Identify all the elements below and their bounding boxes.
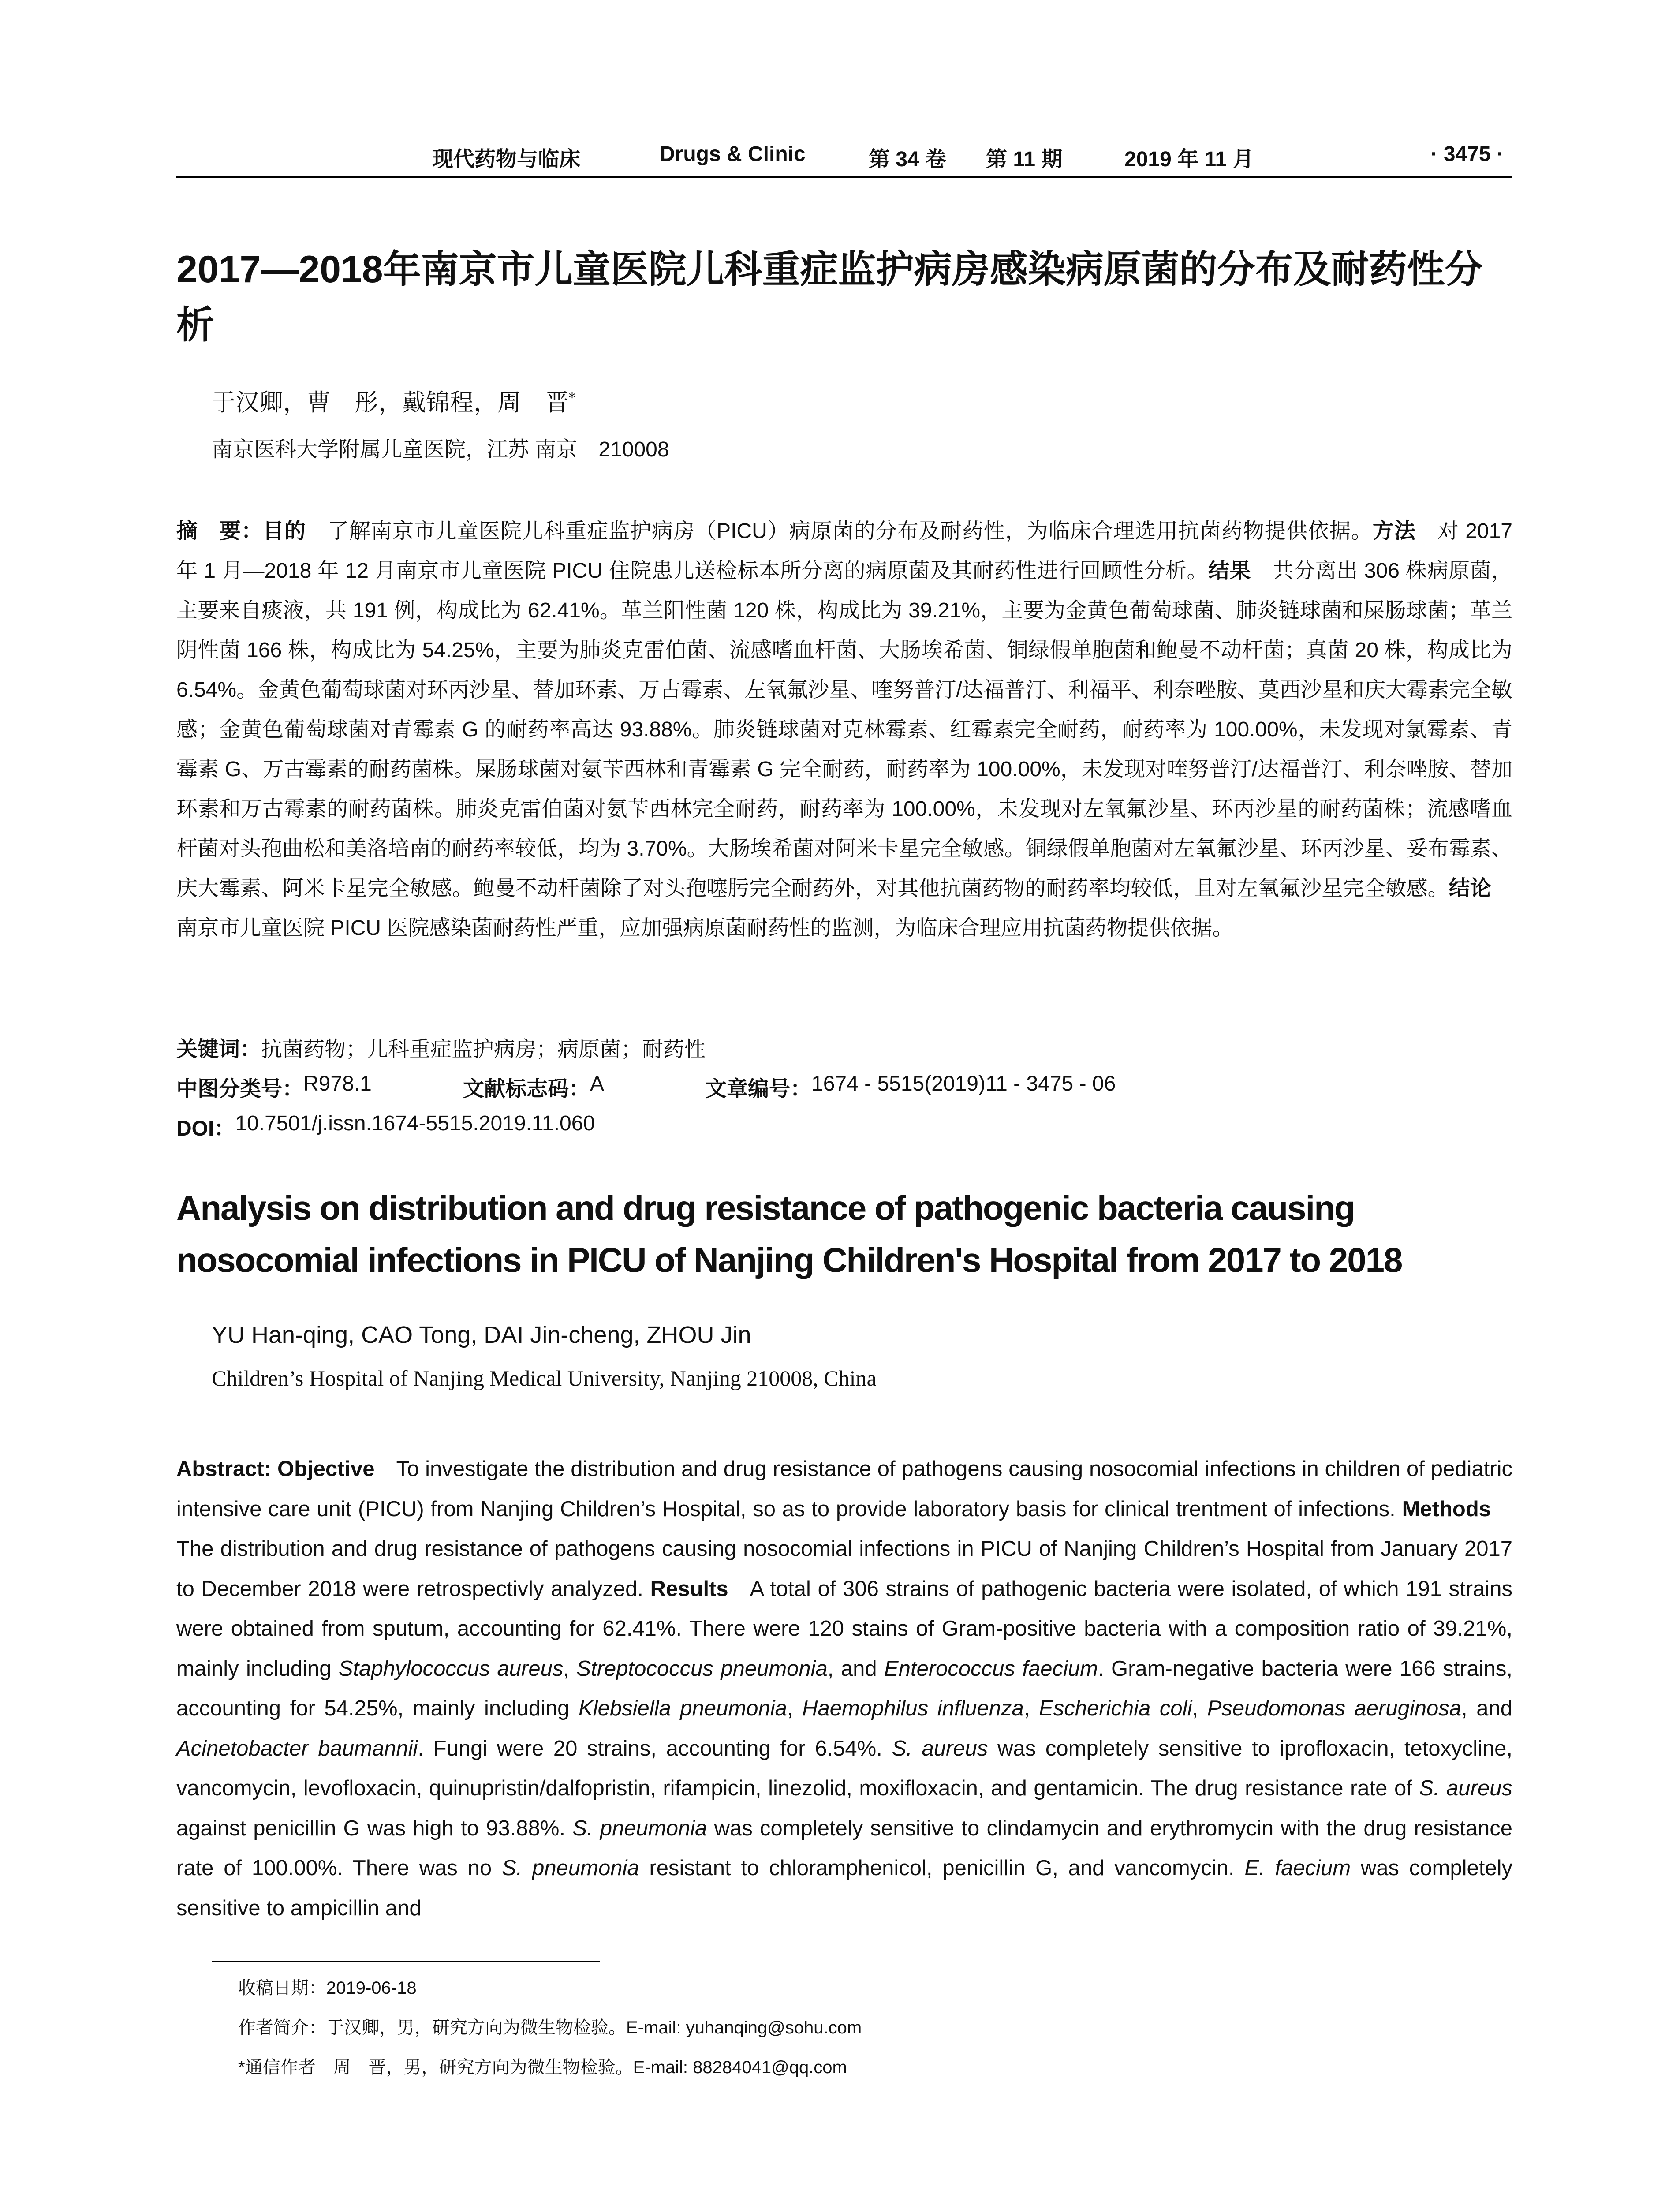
conclusion-label-zh: 结论: [1449, 877, 1491, 900]
title-zh: 2017—2018年南京市儿童医院儿科重症监护病房感染病原菌的分布及耐药性分析: [176, 248, 1483, 346]
results-en-6: was completely sensitive to clindamycin and erythromycin with the drug resistance rate of 100.00%. There was no: [176, 1816, 1512, 1880]
issue: 第 11 期: [986, 148, 1063, 171]
corresponding-mark: *: [569, 390, 575, 406]
doc-code: A: [590, 1072, 605, 1095]
affiliation-en: Children’s Hospital of Nanjing Medical University, Nanjing 210008, China: [212, 1366, 877, 1390]
results-label-zh: 结果: [1208, 559, 1251, 583]
methods-en: The distribution and drug resistance of pathogens causing nosocomial infections in PICU of Nanjing Children’s Hospital from January 2017 to December 2018 were retrospectivly analyzed.: [176, 1537, 1512, 1601]
species-entero: Enterococcus faecium: [884, 1656, 1098, 1681]
journal-name-zh: 现代药物与临床: [432, 147, 581, 172]
doi-link[interactable]: 10.7501/j.issn.1674-5515.2019.11.060: [235, 1112, 595, 1135]
methods-zh: 对 2017 年 1 月—2018 年 12 月南京市儿童医院 PICU 住院患儿送检标本所分离的病原菌及其耐药性进行回顾性分析。: [176, 519, 1512, 583]
volume: 第 34 卷: [869, 148, 947, 171]
objective-zh: 了解南京市儿童医院儿科重症监护病房（PICU）病原菌的分布及耐药性，为临床合理选用抗菌药物提供依据。: [327, 519, 1373, 543]
authors-zh: [212, 384, 575, 418]
doc-code-label: 文献标志码：: [463, 1077, 590, 1101]
species-s-pneumonia: S. pneumonia: [502, 1856, 639, 1880]
objective-en: To investigate the distribution and drug resistance of pathogens causing nosocomial infections in children of pediatric intensive care unit (PICU) from Nanjing Children’s Hospital, so as to provide laboratory basis for clinical trentment of infections.: [176, 1457, 1512, 1521]
separator: ,: [787, 1697, 793, 1720]
methods-label-en: Methods: [1402, 1497, 1491, 1521]
footnote-received: 收稿日期：2019-06-18: [238, 1978, 417, 1998]
species-strep: Streptococcus pneumonia: [576, 1656, 828, 1681]
header-rule: [176, 176, 1512, 178]
separator: ,: [1192, 1697, 1198, 1720]
running-header: [176, 142, 1512, 172]
article-no: 1674 - 5515(2019)11 - 3475 - 06: [811, 1072, 1116, 1095]
species-haemo: Haemophilus influenza: [802, 1697, 1024, 1720]
abstract-en: [176, 1449, 1512, 1928]
clc-label: 中图分类号：: [176, 1077, 304, 1101]
species-pseudo: Pseudomonas aeruginosa: [1207, 1697, 1462, 1720]
results-en-1: A total of 306 strains of pathogenic bacteria were isolated, of which 191 strains were obtained from sputum, accounting for 62.41%. There were 120 stains of Gram-positive bacteria with a composition ratio of 39.21%, mainly including: [176, 1577, 1512, 1681]
results-en-4: was completely sensitive to iprofloxacin, tetoxycline, vancomycin, levofloxacin, quinupristin/dalfopristin, rifampicin, linezolid, moxifloxacin, and gentamicin. The drug resistance rate of: [176, 1736, 1512, 1800]
doi-label: DOI：: [176, 1117, 235, 1140]
results-en-2: . Gram-negative bacteria were 166 strains, accounting for 54.25%, mainly including: [176, 1656, 1513, 1720]
title-en: Analysis on distribution and drug resistance of pathogenic bacteria causing nosocomial infections in PICU of Nanjing Children's Hospital from 2017 to 2018: [176, 1188, 1402, 1279]
species-e-faecium: E. faecium: [1244, 1856, 1351, 1880]
authors-zh-names: 于汉卿，曹 彤，戴锦程，周 晋: [212, 389, 569, 416]
species-s-aureus: S. aureus: [1419, 1776, 1512, 1800]
separator: , and: [827, 1656, 877, 1681]
affiliation-zh: 南京医科大学附属儿童医院，江苏 南京 210008: [212, 438, 669, 461]
results-zh: 共分离出 306 株病原菌，主要来自痰液，共 191 例，构成比为 62.41%。革兰阳性菌 120 株，构成比为 39.21%，主要为金黄色葡萄球菌、肺炎链球菌和屎肠球菌；革兰阴性菌 166 株，构成比为 54.25%，主要为肺炎克雷伯菌、流感嗜血杆菌、大肠埃希菌、铜绿假单胞菌和鲍曼不动杆菌；真菌 20 株，构成比为 6.54%。金黄色葡萄球菌对环丙沙星、替加环素、万古霉素、左氧氟沙星、喹努普汀/达福普汀、利福平、利奈唑胺、莫西沙星和庆大霉素完全敏感；金黄色葡萄球菌对青霉素 G 的耐药率高达 93.88%。肺炎链球菌对克林霉素、红霉素完全耐药，耐药率为 100.00%，未发现对氯霉素、青霉素 G、万古霉素的耐药菌株。屎肠球菌对氨苄西林和青霉素 G 完全耐药，耐药率为 100.00%，未发现对喹努普汀/达福普汀、利奈唑胺、替加环素和万古霉素的耐药菌株。肺炎克雷伯菌对氨苄西林完全耐药，耐药率为 100.00%，未发现对左氧氟沙星、环丙沙星的耐药菌株；流感嗜血杆菌对头孢曲松和美洛培南的耐药率较低，均为 3.70%。大肠埃希菌对阿米卡星完全敏感。铜绿假单胞菌对左氧氟沙星、环丙沙星、妥布霉素、庆大霉素、阿米卡星完全敏感。鲍曼不动杆菌除了对头孢噻肟完全耐药外，对其他抗菌药物的耐药率均较低，且对左氧氟沙星完全敏感。: [176, 559, 1513, 900]
results-en-3: . Fungi were 20 strains, accounting for 6.54%.: [418, 1736, 882, 1760]
footnote-rule: [212, 1961, 600, 1962]
objective-label-en: Objective: [277, 1457, 375, 1481]
species-kleb: Klebsiella pneumonia: [579, 1697, 787, 1720]
separator: ,: [1023, 1697, 1030, 1720]
abstract-zh: [176, 512, 1512, 948]
species-s-aureus: S. aureus: [892, 1736, 988, 1760]
authors-en: YU Han-qing, CAO Tong, DAI Jin-cheng, ZHOU Jin: [212, 1322, 751, 1348]
footnote-author-bio: 作者简介：于汉卿，男，研究方向为微生物检验。E-mail: yuhanqing@sohu.com: [238, 2018, 862, 2037]
separator: , and: [1461, 1697, 1512, 1720]
footnote-corresponding: *通信作者 周 晋，男，研究方向为微生物检验。E-mail: 88284041@qq.com: [238, 2058, 847, 2077]
page-number: · 3475 ·: [1430, 142, 1504, 166]
methods-label-zh: 方法: [1372, 519, 1416, 543]
results-en-8: was completely sensitive to ampicillin and: [176, 1856, 1513, 1920]
keywords-label: 关键词：: [176, 1038, 261, 1061]
separator: ,: [563, 1656, 569, 1681]
abstract-en-label: Abstract:: [176, 1457, 272, 1481]
abstract-zh-label: 摘 要：: [176, 519, 263, 543]
objective-label-zh: 目的: [263, 519, 306, 543]
keywords-text: 抗菌药物；儿科重症监护病房；病原菌；耐药性: [261, 1038, 706, 1061]
issue-date: 2019 年 11 月: [1124, 148, 1254, 171]
species-s-pneumonia: S. pneumonia: [572, 1816, 707, 1840]
species-staph: Staphylococcus aureus: [338, 1656, 564, 1681]
species-acineto: Acinetobacter baumannii: [176, 1736, 418, 1760]
clc-code: R978.1: [303, 1072, 372, 1095]
results-label-en: Results: [650, 1577, 728, 1601]
journal-name-en: Drugs & Clinic: [660, 142, 806, 166]
conclusion-zh: 南京市儿童医院 PICU 医院感染菌耐药性严重，应加强病原菌耐药性的监测，为临床合理应用抗菌药物提供依据。: [176, 916, 1234, 940]
results-en-5: against penicillin G was high to 93.88%.: [176, 1816, 566, 1840]
species-ecoli: Escherichia coli: [1039, 1697, 1192, 1720]
results-en-7: resistant to chloramphenicol, penicillin G, and vancomycin.: [649, 1856, 1235, 1880]
article-no-label: 文章编号：: [706, 1077, 812, 1101]
